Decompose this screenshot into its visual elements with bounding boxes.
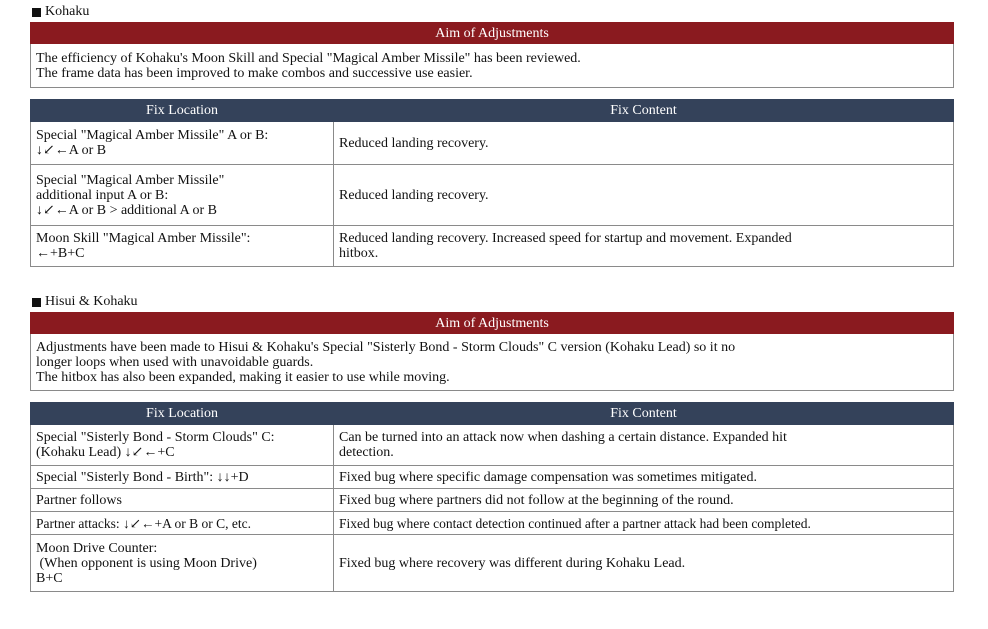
aim-table <box>30 312 954 391</box>
content-line: Fixed bug where specific damage compensation was sometimes mitigated. <box>339 469 757 485</box>
table-row <box>31 512 954 535</box>
fix-table <box>30 99 954 267</box>
fix-content-cell <box>334 466 954 489</box>
fix-content-header: Fix Content <box>334 403 954 425</box>
fix-content-cell <box>334 425 954 466</box>
location-line: Special "Magical Amber Missile" A or B: <box>36 128 269 143</box>
fix-location-cell <box>31 512 334 535</box>
section-kohaku <box>30 4 954 267</box>
fix-content-cell <box>334 226 954 267</box>
fix-location-header: Fix Location <box>31 403 334 425</box>
fix-content-header: Fix Content <box>334 100 954 122</box>
table-row <box>31 466 954 489</box>
table-row <box>31 425 954 466</box>
content-line: Reduced landing recovery. <box>339 187 489 203</box>
aim-body <box>31 334 954 391</box>
section-title-text: Hisui & Kohaku <box>45 294 138 309</box>
aim-header: Aim of Adjustments <box>31 23 954 44</box>
aim-line: longer loops when used with unavoidable guards. <box>36 354 314 370</box>
section-title <box>30 294 954 310</box>
table-row <box>31 489 954 512</box>
table-row <box>31 535 954 592</box>
aim-line: The frame data has been improved to make combos and successive use easier. <box>36 65 473 81</box>
table-row <box>31 226 954 267</box>
location-line: ←+B+C <box>36 246 85 261</box>
content-line: Reduced landing recovery. <box>339 135 489 151</box>
location-line: ↓↙←A or B > additional A or B <box>36 202 218 218</box>
location-line: (When opponent is using Moon Drive) <box>36 555 257 571</box>
location-line: Partner follows <box>36 492 122 508</box>
aim-header: Aim of Adjustments <box>31 313 954 334</box>
location-line: Special "Sisterly Bond - Storm Clouds" C: <box>36 430 275 445</box>
content-line: Can be turned into an attack now when dashing a certain distance. Expanded hit <box>339 430 787 445</box>
aim-line: The hitbox has also been expanded, making it easier to use while moving. <box>36 369 450 385</box>
fix-content-cell <box>334 535 954 592</box>
fix-location-cell <box>31 425 334 466</box>
fix-location-cell <box>31 226 334 267</box>
fix-table <box>30 402 954 592</box>
square-bullet-icon <box>32 8 41 17</box>
location-line: Special "Magical Amber Missile" <box>36 172 225 188</box>
fix-content-cell <box>334 489 954 512</box>
location-line: additional input A or B: <box>36 187 169 203</box>
fix-location-cell <box>31 466 334 489</box>
fix-content-cell <box>334 512 954 535</box>
fix-location-cell <box>31 489 334 512</box>
fix-content-cell <box>334 122 954 165</box>
aim-line: The efficiency of Kohaku's Moon Skill and Special "Magical Amber Missile" has been reviewed. <box>36 50 581 66</box>
fix-location-cell <box>31 122 334 165</box>
location-line: Partner attacks: ↓↙←+A or B or C, etc. <box>36 515 252 531</box>
section-title <box>30 4 954 20</box>
table-row <box>31 165 954 226</box>
content-line: Fixed bug where contact detection continued after a partner attack had been completed. <box>339 515 811 531</box>
fix-content-cell <box>334 165 954 226</box>
table-row <box>31 122 954 165</box>
square-bullet-icon <box>32 298 41 307</box>
fix-location-cell <box>31 535 334 592</box>
location-line: (Kohaku Lead) ↓↙←+C <box>36 445 175 460</box>
content-line: Fixed bug where recovery was different during Kohaku Lead. <box>339 555 686 571</box>
content-line: hitbox. <box>339 246 379 261</box>
section-title-text: Kohaku <box>45 4 90 19</box>
content-line: Reduced landing recovery. Increased speed for startup and movement. Expanded <box>339 231 792 246</box>
section-hisui-kohaku <box>30 294 954 592</box>
location-line: Special "Sisterly Bond - Birth": ↓↓+D <box>36 469 249 485</box>
location-line: ↓↙←A or B <box>36 143 107 158</box>
content-line: Fixed bug where partners did not follow at the beginning of the round. <box>339 492 734 508</box>
fix-location-header: Fix Location <box>31 100 334 122</box>
aim-table <box>30 22 954 88</box>
aim-line: Adjustments have been made to Hisui & Kohaku's Special "Sisterly Bond - Storm Clouds" C version (Kohaku Lead) so it no <box>36 339 736 355</box>
location-line: B+C <box>36 570 63 586</box>
location-line: Moon Skill "Magical Amber Missile": <box>36 231 251 246</box>
aim-body <box>31 44 954 88</box>
location-line: Moon Drive Counter: <box>36 540 158 556</box>
fix-location-cell <box>31 165 334 226</box>
content-line: detection. <box>339 445 394 460</box>
